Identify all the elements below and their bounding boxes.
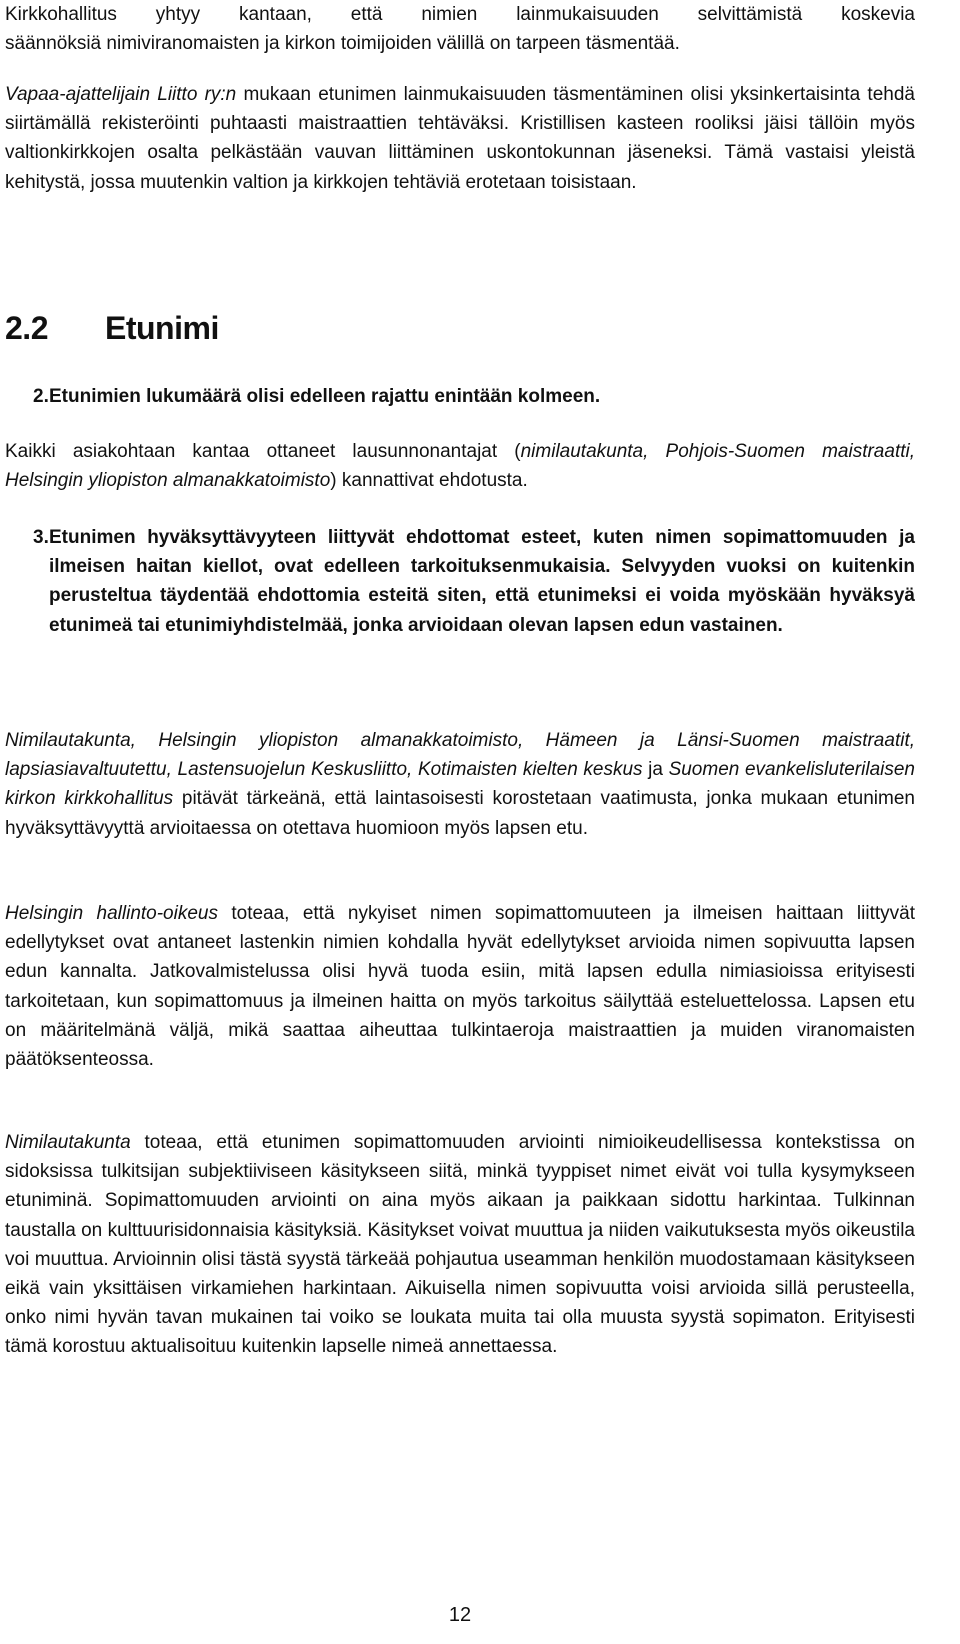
paragraph-body: ja [642,759,669,781]
organization-names: Nimilautakunta, Helsingin yliopiston almanakkatoimisto, Hämeen ja Länsi-Suomen maistraatit, lapsiasiavaltuutettu, Lastensuojelun Keskusliitto, Kotimaisten kielten keskus [5,730,915,781]
item-text: Etunimien lukumäärä olisi edelleen rajattu enintään kolmeen. [49,386,601,407]
paragraph-text [5,1128,915,1362]
item-text: Etunimen hyväksyttävyyteen liittyvät ehdottomat esteet, kuten nimen sopimattomuuden ja ilmeisen haitan kiellot, ovat edelleen tarkoituksenmukaisia. Selvyyden vuoksi on kuitenkin perusteltua täydentää ehdottomia esteitä siten, että etunimeksi ei voida myöskään hyväksyä etunimeä tai etunimiyhdistelmää, jonka arvioidaan olevan lapsen edun vastainen. [49,527,915,636]
paragraph-text [5,80,915,197]
paragraph-text [5,726,915,843]
organization-name: Helsingin hallinto-oikeus [5,903,218,924]
paragraph-hallinto-oikeus [5,899,915,1074]
organization-name: Suomen evankelisluterilaisen kirkon kirkkohallitus [5,759,915,810]
numbered-item [5,382,915,411]
section-number: 2.2 [5,310,48,346]
paragraph-all-supported [5,437,915,495]
section-heading [5,308,915,348]
paragraph-body: pitävät tärkeänä, että laintasoisesti korostetaan vaatimusta, jonka mukaan etunimen hyväksyttävyyttä arvioitaessa on otettava huomioon myös lapsen etu. [5,788,915,839]
numbered-item-3 [5,523,915,640]
numbered-item-2 [5,382,915,411]
paragraph-kirkkohallitus [5,0,915,58]
page-number: 12 [448,1604,472,1626]
paragraph-text [5,437,915,495]
paragraph-nimilautakunta-assessment [5,1128,915,1362]
paragraph-text: säännöksiä nimiviranomaisten ja kirkon toimijoiden välillä on tarpeen täsmentää. [5,33,680,55]
item-number: 3. [33,527,49,548]
paragraph-nimilautakunta-child-interest [5,726,915,843]
paragraph-body: ) kannattivat ehdotusta. [330,470,528,492]
paragraph-line [5,29,915,58]
organization-name: Nimilautakunta [5,1132,131,1153]
section-title-text: Etunimi [105,310,219,346]
item-number: 2. [33,386,49,407]
numbered-item [5,523,915,640]
paragraph-text [5,899,915,1074]
paragraph-body: toteaa, että nykyiset nimen sopimattomuuteen ja ilmeisen haittaan liittyvät edellytykset ovat antaneet lastenkin nimien kohdalla hyvät edellytykset arvioida nimen sopivuutta lapsen edun kannalta. Jatkovalmistelussa olisi hyvä tuoda esiin, mitä lapsen edulla nimiasioissa erityisesti tarkoitetaan, kun sopimattomuus ja ilmeinen haitta on myös tarkoitus säilyttää esteluettelossa. Lapsen etu on määritelmänä väljä, mikä saattaa aiheuttaa tulkintaeroja maistraattien ja muiden viranomaisten päätöksenteossa. [5,903,915,1071]
paragraph-line [5,0,915,29]
organization-name: Vapaa-ajattelijain Liitto ry:n [5,84,237,105]
organization-names: nimilautakunta, Pohjois-Suomen maistraatti, Helsingin yliopiston almanakkatoimisto [5,441,915,492]
paragraph-body: mukaan etunimen lainmukaisuuden täsmentäminen olisi yksinkertaisinta tehdä siirtämällä rekisteröinti puhtaasti maistraattien tehtäväksi. Kristillisen kasteen rooliksi jäisi tällöin myös valtionkirkkojen osalta pelkästään vauvan liittäminen uskontokunnan jäseneksi. Tämä vastaisi yleistä kehitystä, jossa muutenkin valtion ja kirkkojen tehtäviä erotetaan toisistaan. [5,84,915,193]
paragraph-body: Kaikki asiakohtaan kantaa ottaneet lausunnonantajat ( [5,441,521,462]
paragraph-body: toteaa, että etunimen sopimattomuuden arviointi nimioikeudellisessa kontekstissa on sidoksissa tulkitsijan subjektiiviseen käsitykseen siitä, minkä tyyppiset nimet eivät voi tulla kysymykseen etuniminä. Sopimattomuuden arviointi on aina myös aikaan ja paikkaan sidottu harkintaa. Tulkinnan taustalla on kulttuurisidonnaisia käsityksiä. Käsitykset voivat muuttua ja niiden vaikutuksesta myös oikeustila voi muuttua. Arvioinnin olisi tästä syystä tärkeää pohjautua useamman henkilön muodostamaan käsitykseen eikä vain yksittäisen virkamiehen harkintaan. Aikuisella nimen sopivuutta voisi arvioida sillä perusteella, onko nimi hyvän tavan mukainen tai voiko se loukata muita tai olla muusta syystä sopimaton. Erityisesti tämä korostuu aktualisoituu kuitenkin lapselle nimeä annettaessa. [5,1132,915,1358]
paragraph-vapaa-ajattelijat [5,80,915,197]
paragraph-text: Kirkkohallitus yhtyy kantaan, että nimien lainmukaisuuden selvittämistä koskevia [5,4,915,25]
section-title [5,308,915,348]
